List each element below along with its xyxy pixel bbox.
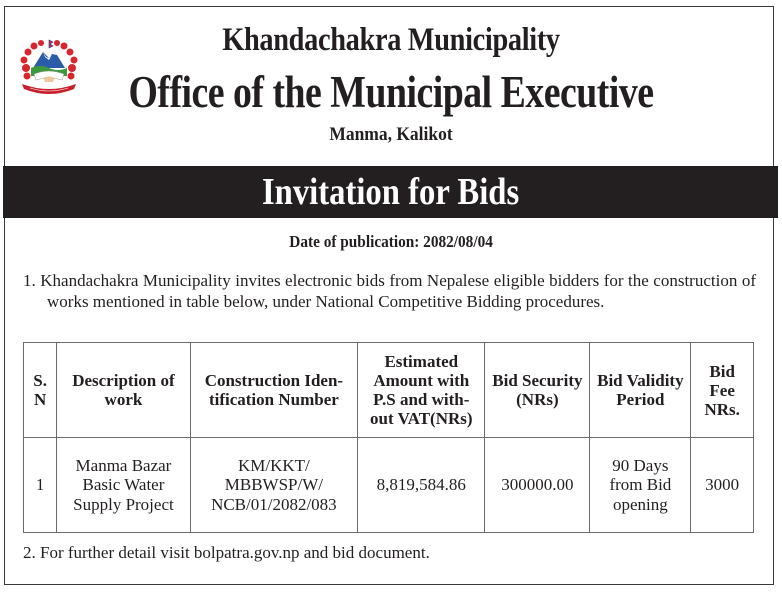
table-row bbox=[24, 438, 754, 533]
publication-date bbox=[0, 232, 782, 252]
notice-title-banner bbox=[3, 166, 778, 218]
cell-description: Manma Bazar Basic Water Supply Project bbox=[57, 438, 190, 533]
header-identification: Construction Iden- tification Number bbox=[190, 343, 358, 438]
paragraph-1-number: 1. bbox=[23, 271, 36, 290]
table-header-row bbox=[24, 343, 754, 438]
cell-bid-security: 300000.00 bbox=[485, 438, 590, 533]
header-estimated-amount: Estimated Amount with P.S and with- out VAT(NRs) bbox=[358, 343, 485, 438]
paragraph-1 bbox=[23, 270, 756, 312]
office-address: Manma, Kalikot bbox=[329, 124, 453, 145]
notice-title: Invitation for Bids bbox=[261, 171, 520, 213]
header-sn: S. N bbox=[24, 343, 57, 438]
cell-bid-fee: 3000 bbox=[691, 438, 754, 533]
paragraph-1-text: Khandachakra Municipality invites electronic bids from Nepalese eligible bidders for the construction of works mentioned in table below, under National Competitive Bidding procedures. bbox=[40, 271, 756, 311]
office-name: Office of the Municipal Executive bbox=[128, 67, 654, 117]
header-bid-validity: Bid Validity Period bbox=[590, 343, 691, 438]
header-bid-security: Bid Security (NRs) bbox=[485, 343, 590, 438]
bids-table bbox=[23, 342, 754, 533]
header-bid-fee: Bid Fee NRs. bbox=[691, 343, 754, 438]
cell-identification: KM/KKT/ MBBWSP/W/ NCB/01/2082/083 bbox=[190, 438, 358, 533]
header-description: Description of work bbox=[57, 343, 190, 438]
paragraph-2: 2. For further detail visit bolpatra.gov.np and bid document. bbox=[23, 543, 430, 562]
publication-date-text: Date of publication: 2082/08/04 bbox=[289, 232, 493, 251]
municipality-name: Khandachakra Municipality bbox=[222, 22, 560, 58]
cell-sn: 1 bbox=[24, 438, 57, 533]
cell-validity: 90 Days from Bid opening bbox=[590, 438, 691, 533]
cell-estimated-amount: 8,819,584.86 bbox=[358, 438, 485, 533]
